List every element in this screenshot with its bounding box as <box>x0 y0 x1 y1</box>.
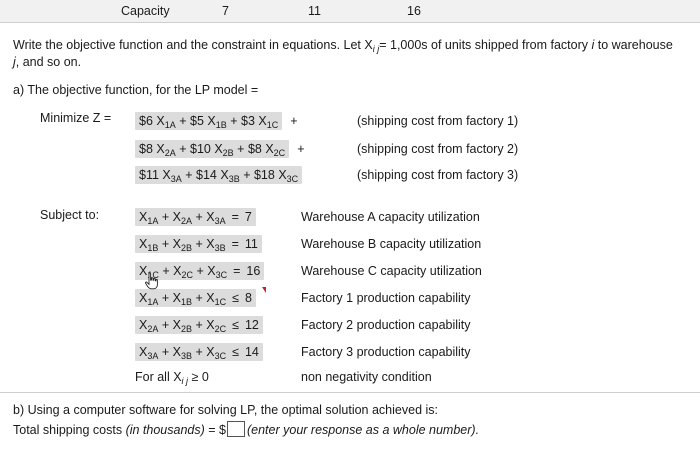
part-b-label: b) Using a computer software for solving LP, the optimal solution achieved is: <box>13 403 438 417</box>
constraint-row <box>135 345 263 361</box>
objective-row <box>135 142 305 158</box>
objective-terms <box>135 140 289 158</box>
constraint-expression[interactable]: $X_{1C} + X_{2C} + X_{3C} = 16$ <box>135 262 264 280</box>
hand-pointer-icon <box>144 272 160 290</box>
constraint-expression[interactable]: $X_{1B} + X_{2B} + X_{3B} = 11$ <box>135 235 262 253</box>
constraint-row <box>135 318 263 334</box>
constraint-row <box>135 237 262 253</box>
objective-terms <box>135 166 302 184</box>
constraint-expression[interactable]: $X_{3A} + X_{3B} + X_{3C} \le 14$ <box>135 343 263 361</box>
objective-term: $6 $X_{1A}$ <box>139 114 176 130</box>
nonneg-expression: For all $X_{i j} \ge 0$ <box>135 370 209 386</box>
capacity-value-a: 7 <box>222 4 229 18</box>
objective-term: + $5 $X_{1B}$ <box>179 114 227 130</box>
total-shipping-line: Total shipping costs (in thousands) = $ (enter your response as a whole number). <box>13 423 480 437</box>
constraint-expression[interactable]: $X_{2A} + X_{2B} + X_{2C} \le 12$ <box>135 316 263 334</box>
objective-plus: + <box>290 114 298 128</box>
part-a-label: a) The objective function, for the LP model = <box>13 83 259 97</box>
constraint-description: Factory 2 production capability <box>301 318 471 332</box>
answer-input[interactable] <box>227 421 245 437</box>
red-flag-icon <box>262 287 266 293</box>
objective-term: + $14 $X_{3B}$ <box>185 168 240 184</box>
capacity-row <box>0 0 700 23</box>
objective-note: (shipping cost from factory 3) <box>357 168 519 182</box>
objective-term: $11 $X_{3A}$ <box>139 168 182 184</box>
objective-term: + $3 $X_{1C}$ <box>230 114 279 130</box>
objective-row <box>135 114 298 130</box>
capacity-value-c: 16 <box>407 4 421 18</box>
objective-terms <box>135 112 282 130</box>
section-divider <box>0 392 700 393</box>
capacity-value-b: 11 <box>308 4 321 18</box>
constraint-description: Factory 3 production capability <box>301 345 471 359</box>
nonneg-description: non negativity condition <box>301 370 432 384</box>
constraint-expression[interactable]: $X_{1A} + X_{2A} + X_{3A} = 7$ <box>135 208 256 226</box>
objective-term: + $8 $X_{2C}$ <box>237 142 286 158</box>
constraint-description: Warehouse C capacity utilization <box>301 264 482 278</box>
capacity-label: Capacity <box>121 4 170 18</box>
objective-term: + $10 $X_{2B}$ <box>179 142 234 158</box>
objective-note: (shipping cost from factory 2) <box>357 142 519 156</box>
constraint-description: Warehouse B capacity utilization <box>301 237 482 251</box>
intro-line-2: j, and so on. <box>13 55 82 69</box>
objective-plus: + <box>297 142 305 156</box>
minimize-label: Minimize Z = <box>40 111 112 125</box>
constraint-description: Warehouse A capacity utilization <box>301 210 480 224</box>
constraint-description: Factory 1 production capability <box>301 291 471 305</box>
objective-term: $8 $X_{2A}$ <box>139 142 176 158</box>
constraint-row <box>135 291 256 307</box>
objective-row <box>135 168 302 184</box>
subject-to-label: Subject to: <box>40 208 100 222</box>
constraint-expression[interactable]: $X_{1A} + X_{1B} + X_{1C} \le 8$ <box>135 289 256 307</box>
objective-term: + $18 $X_{3C}$ <box>243 168 299 184</box>
objective-note: (shipping cost from factory 1) <box>357 114 519 128</box>
intro-line-1: Write the objective function and the constraint in equations. Let $X_{i j}= 1,000s$ of units shipped from factory i to warehouse <box>13 38 673 54</box>
constraint-row <box>135 210 256 226</box>
